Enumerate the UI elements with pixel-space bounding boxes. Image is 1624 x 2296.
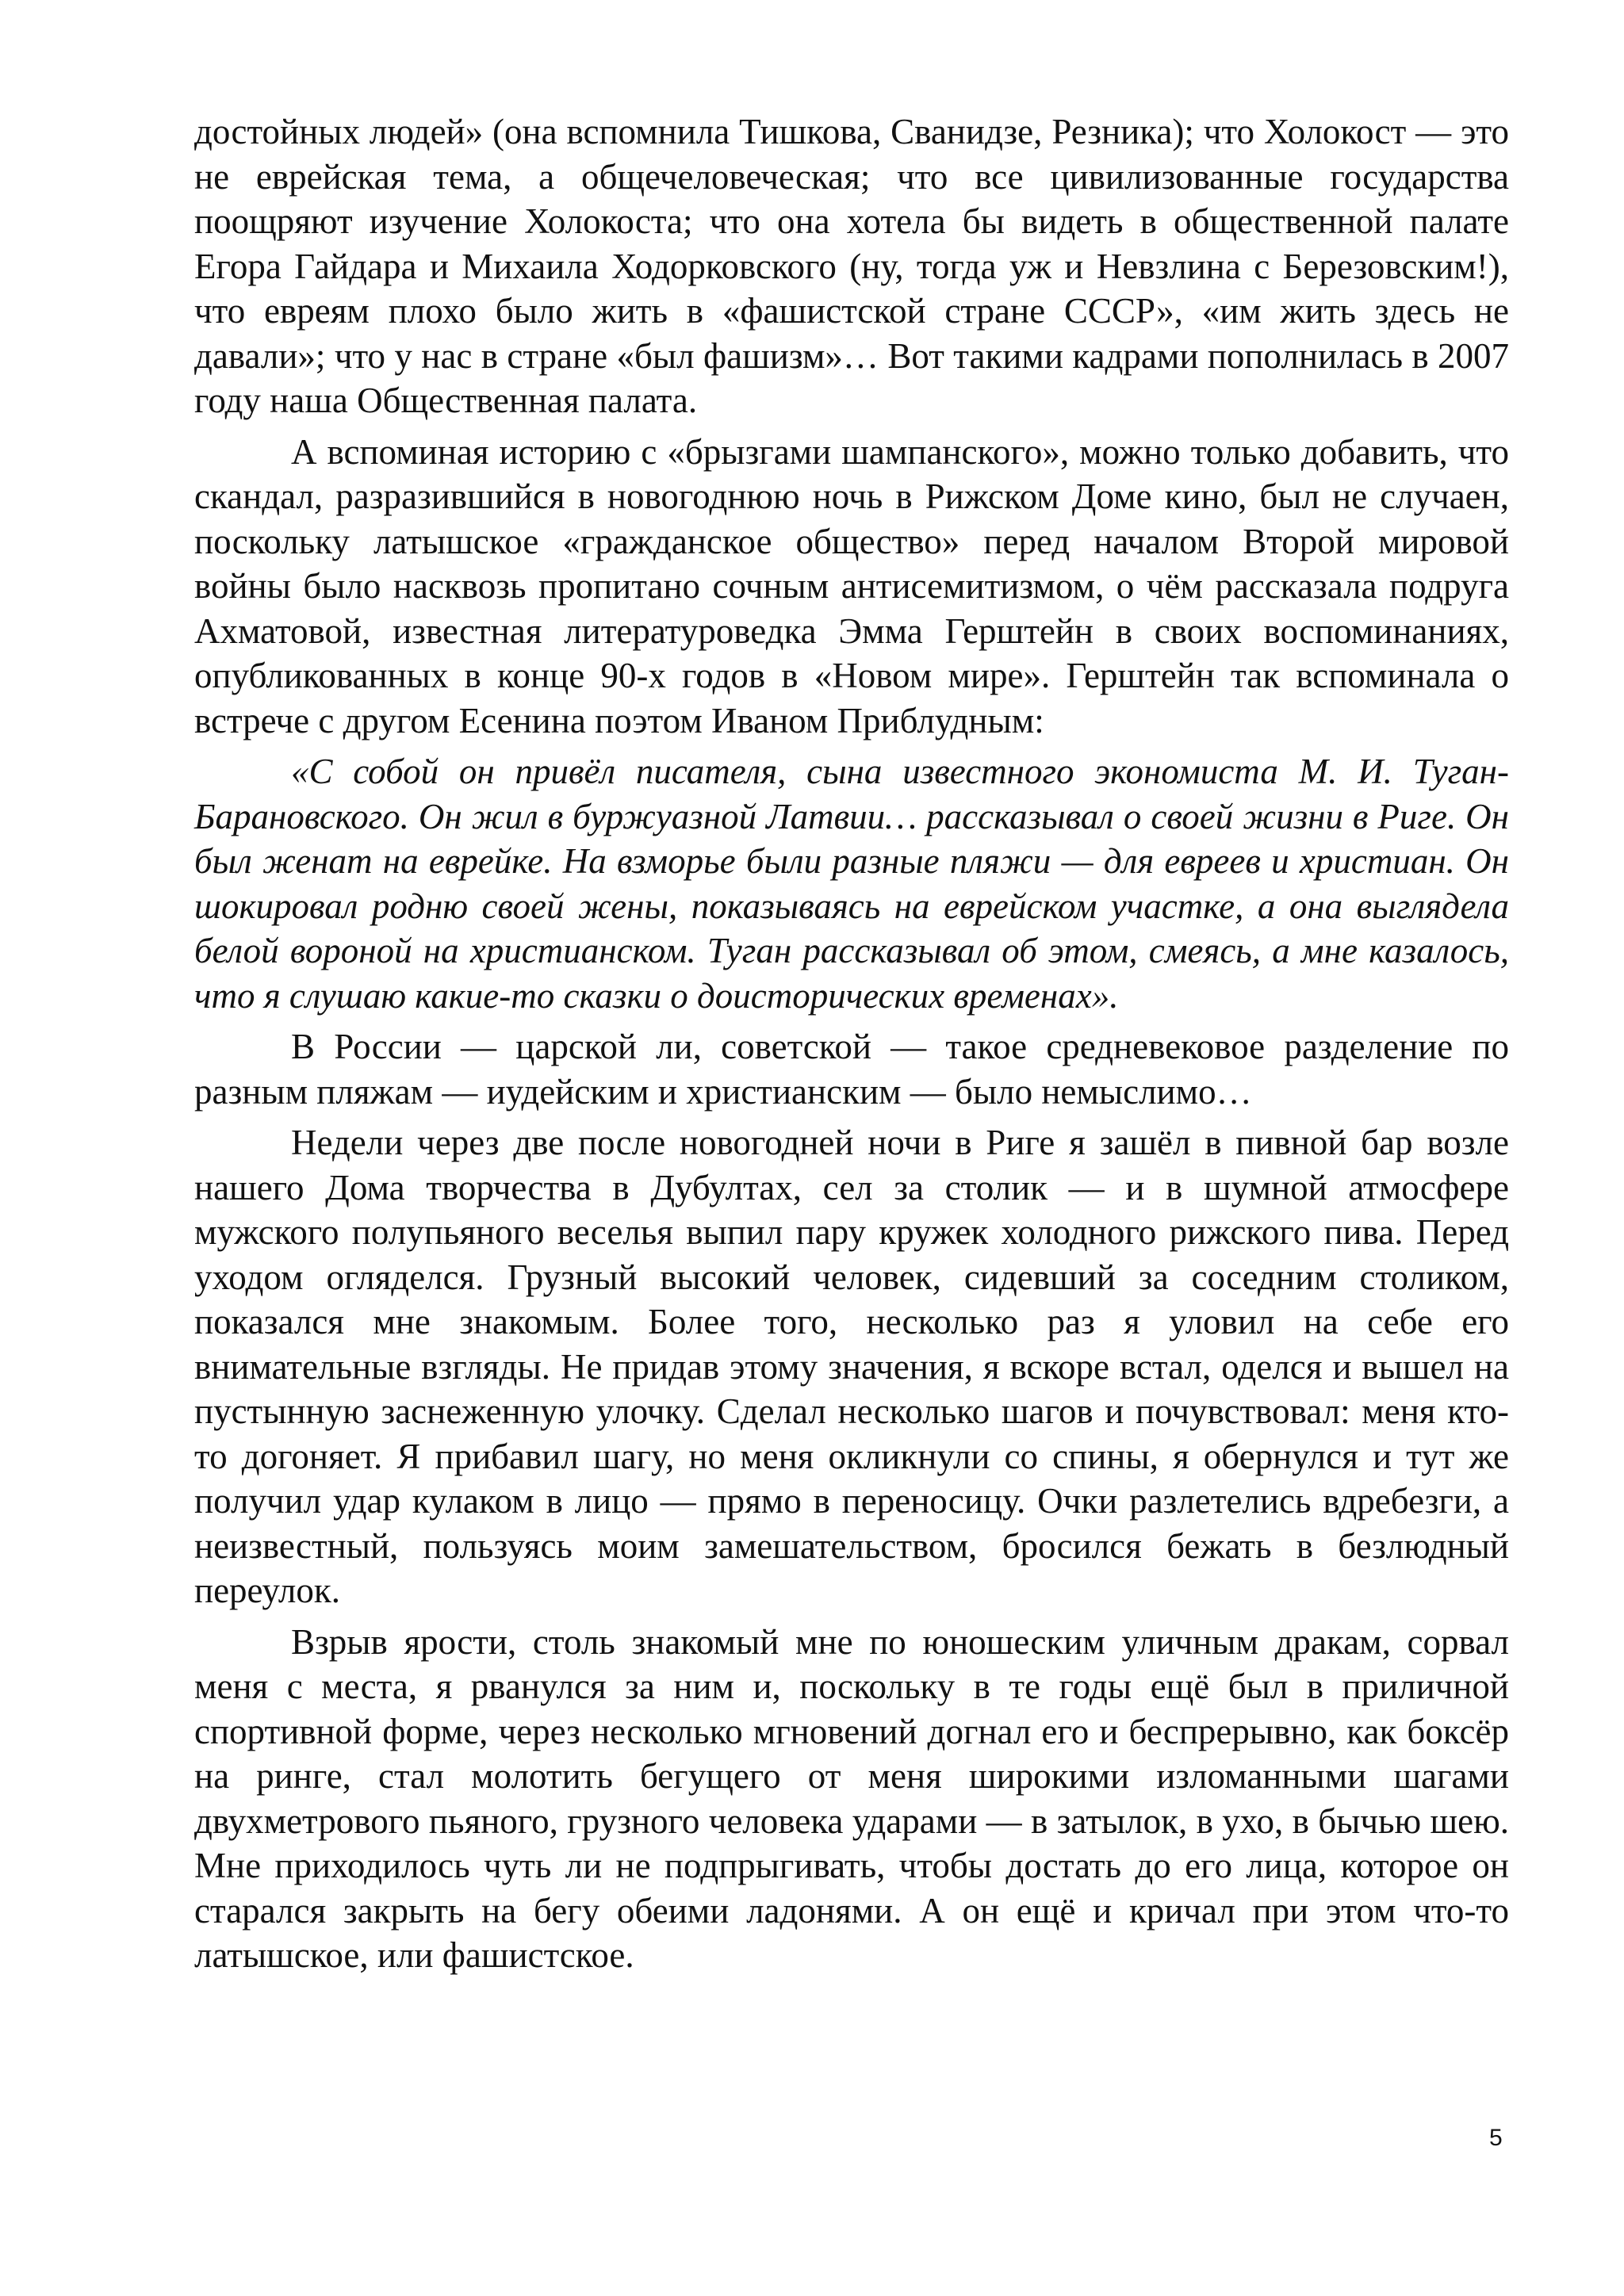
paragraph-russia-beaches: В России — царской ли, советской — такое средневековое разделение по разным пляжам — иудейским и христианским — было немыслимо… (194, 1027, 1509, 1112)
quote-gerstein: «С собой он привёл писателя, сына известного экономиста М. И. Туган-Барановского. Он жил в буржуазной Латвии… рассказывал о своей жизни в Риге. Он был женат на еврейке. На взморье были разные пляжи — для евреев и христиан. Он шокировал родню своей жены, показываясь на еврейском участке, а она выглядела белой вороной на христианском. Туган рассказывал об этом, смеясь, а мне казалось, что я слушаю какие-то сказки о доисторических временах». (194, 752, 1509, 1016)
body-text (194, 109, 1509, 1984)
paragraph-continuation: достойных людей» (она вспомнила Тишкова, Сванидзе, Резника); что Холокост — это не еврейская тема, а общечеловеческая; что все цивилизованные государства поощряют изучение Холокоста; что она хотела бы видеть в общественной палате Егора Гайдара и Михаила Ходорковского (ну, тогда уж и Невзлина с Березовским!), что евреям плохо было жить в «фашистской стране СССР», «им жить здесь не давали»; что у нас в стране «был фашизм»… Вот такими кадрами пополнилась в 2007 году наша Общественная палата. (194, 112, 1509, 420)
page-number: 5 (1489, 2125, 1503, 2151)
paragraph-fight: Взрыв ярости, столь знакомый мне по юношеским уличным дракам, сорвал меня с места, я рванулся за ним и, поскольку в те годы ещё был в приличной спортивной форме, через несколько мгновений догнал его и беспрерывно, как боксёр на ринге, стал молотить бегущего от меня широкими изломанными шагами двухметрового пьяного, грузного человека ударами — в затылок, в ухо, в бычью шею. Мне приходилось чуть ли не подпрыгивать, чтобы достать до его лица, которое он старался закрыть на бегу обеими ладонями. А он ещё и кричал при этом что-то латышское, или фашистское. (194, 1621, 1509, 1975)
paragraph-champagne-story: А вспоминая историю с «брызгами шампанского», можно только добавить, что скандал, разразившийся в новогоднюю ночь в Рижском Доме кино, был не случаен, поскольку латышское «гражданское общество» перед началом Второй мировой войны было насквозь пропитано сочным антисемитизмом, о чём рассказала подруга Ахматовой, известная литературоведка Эмма Герштейн в своих воспоминаниях, опубликованных в конце 90-х годов в «Новом мире». Герштейн так вспоминала о встрече с другом Есенина поэтом Иваном Приблудным: (194, 431, 1509, 740)
paragraph-beer-bar: Недели через две после новогодней ночи в Риге я зашёл в пивной бар возле нашего Дома творчества в Дубултах, сел за столик — и в шумной атмосфере мужского полупьяного веселья выпил пару кружек холодного рижского пива. Перед уходом огляделся. Грузный высокий человек, сидевший за соседним столиком, показался мне знакомым. Более того, несколько раз я уловил на себе его внимательные взгляды. Не придав этому значения, я вскоре встал, оделся и вышел на пустынную заснеженную улочку. Сделал несколько шагов и почувствовал: меня кто-то догоняет. Я прибавил шагу, но меня окликнули со спины, я обернулся и тут же получил удар кулаком в лицо — прямо в переносицу. Очки разлетелись вдребезги, а неизвестный, пользуясь моим замешательством, бросился бежать в безлюдный переулок. (194, 1123, 1509, 1610)
